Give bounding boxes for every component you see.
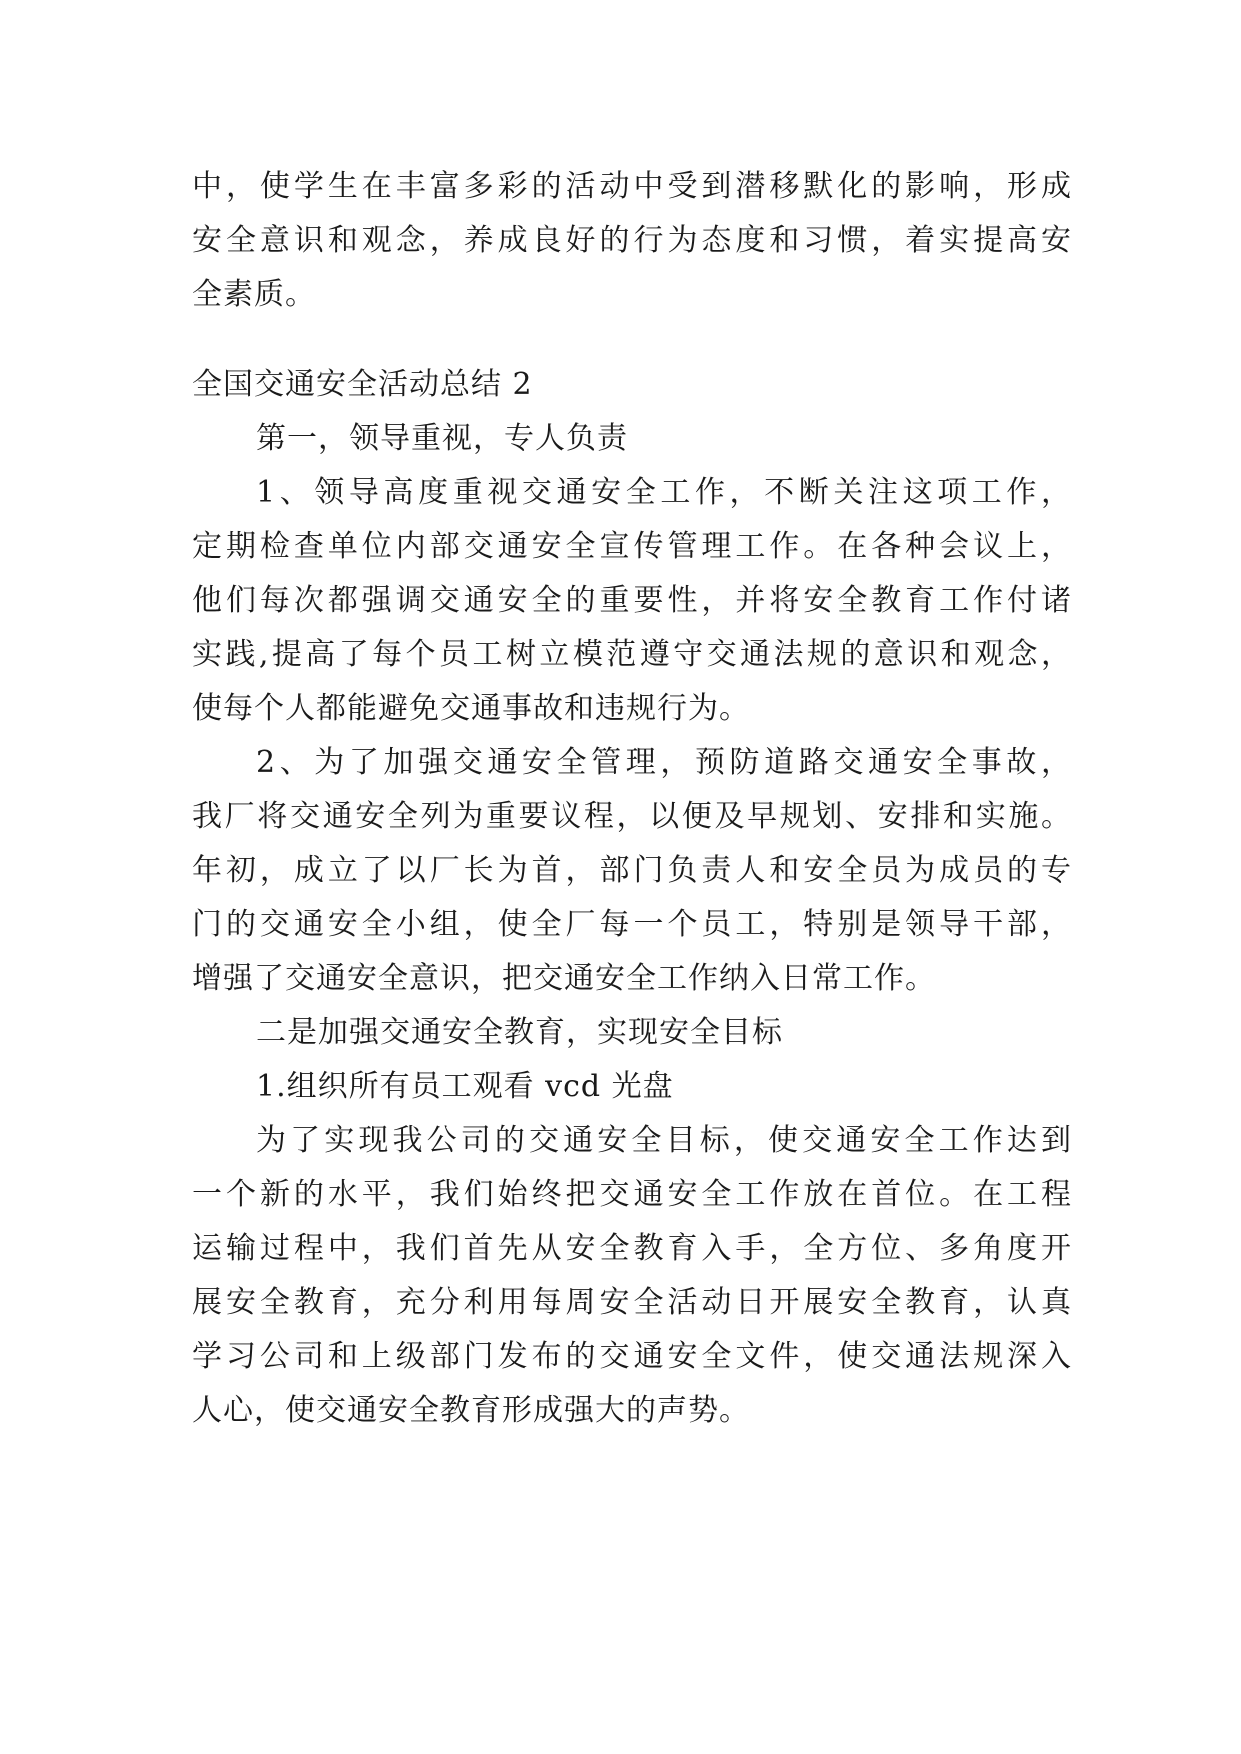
paragraph-line: 一个新的水平，我们始终把交通安全工作放在首位。在工程	[192, 1177, 1072, 1212]
paragraph-line: 门的交通安全小组，使全厂每一个员工，特别是领导干部，	[192, 907, 1072, 942]
paragraph-line: 人心，使交通安全教育形成强大的声势。	[192, 1393, 750, 1428]
subheading-vcd: 1.组织所有员工观看 vcd 光盘	[256, 1069, 674, 1104]
paragraph-line: 增强了交通安全意识，把交通安全工作纳入日常工作。	[192, 961, 936, 996]
paragraph-line: 1、领导高度重视交通安全工作，不断关注这项工作，	[256, 475, 1072, 510]
paragraph-line: 实践,提高了每个员工树立模范遵守交通法规的意识和观念，	[192, 637, 1072, 672]
paragraph-line: 他们每次都强调交通安全的重要性，并将安全教育工作付诸	[192, 583, 1072, 618]
paragraph-line: 年初，成立了以厂长为首，部门负责人和安全员为成员的专	[192, 853, 1072, 888]
paragraph-line: 2、为了加强交通安全管理，预防道路交通安全事故，	[256, 745, 1072, 780]
document-page	[192, 160, 1072, 1438]
paragraph-line: 中，使学生在丰富多彩的活动中受到潜移默化的影响，形成	[192, 169, 1072, 204]
subheading-leadership: 第一，领导重视，专人负责	[256, 421, 628, 456]
intro-paragraph	[192, 160, 1072, 322]
paragraph-line: 使每个人都能避免交通事故和违规行为。	[192, 691, 750, 726]
paragraph-line: 定期检查单位内部交通安全宣传管理工作。在各种会议上，	[192, 529, 1072, 564]
section-title: 全国交通安全活动总结 2	[192, 367, 533, 402]
paragraph-line: 为了实现我公司的交通安全目标，使交通安全工作达到	[256, 1123, 1072, 1158]
paragraph-line: 展安全教育，充分利用每周安全活动日开展安全教育，认真	[192, 1285, 1072, 1320]
item-2-paragraph	[192, 736, 1072, 1006]
paragraph-line: 我厂将交通安全列为重要议程，以便及早规划、安排和实施。	[192, 799, 1072, 834]
item-1-paragraph	[192, 466, 1072, 736]
paragraph-line: 安全意识和观念，养成良好的行为态度和习惯，着实提高安	[192, 223, 1072, 258]
paragraph-line: 全素质。	[192, 277, 316, 312]
paragraph-line: 学习公司和上级部门发布的交通安全文件，使交通法规深入	[192, 1339, 1072, 1374]
section-gap	[192, 322, 1072, 358]
subheading-education: 二是加强交通安全教育，实现安全目标	[256, 1015, 783, 1050]
paragraph-3	[192, 1114, 1072, 1438]
paragraph-line: 运输过程中，我们首先从安全教育入手，全方位、多角度开	[192, 1231, 1072, 1266]
